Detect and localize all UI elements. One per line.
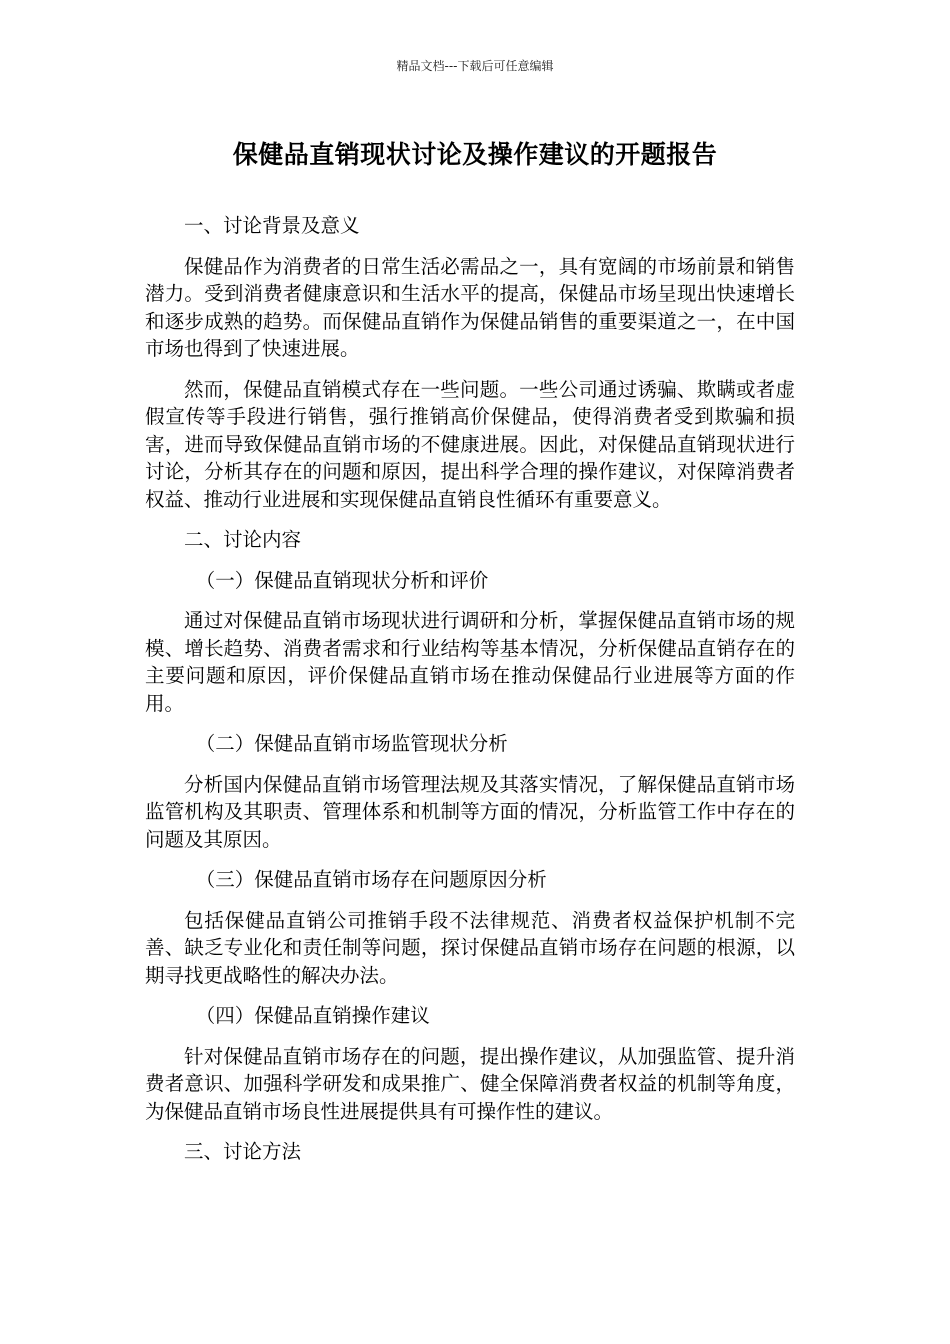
section-heading-methods: 三、讨论方法 bbox=[184, 1140, 302, 1163]
paragraph-background-2: 然而，保健品直销模式存在一些问题。一些公司通过诱骗、欺瞒或者虚假宣传等手段进行销售，强行推销高价保健品，使得消费者受到欺骗和损害，进而导致保健品直销市场的不健康进展。因此，对保健品直销现状进行讨论，分析其存在的问题和原因，提出科学合理的操作建议，对保障消费者权益、推动行业进展和实现保健品直销良性循环有重要意义。 bbox=[145, 377, 795, 511]
page-header: 精品文档---下载后可任意编辑 bbox=[396, 59, 554, 73]
subsection-heading-2: （二）保健品直销市场监管现状分析 bbox=[195, 732, 508, 755]
document-body bbox=[145, 212, 795, 1179]
subsection-text-2: 分析国内保健品直销市场管理法规及其落实情况，了解保健品直销市场监管机构及其职责、管理体系和机制等方面的情况，分析监管工作中存在的问题及其原因。 bbox=[145, 772, 795, 851]
subsection-text-1: 通过对保健品直销市场现状进行调研和分析，掌握保健品直销市场的规模、增长趋势、消费者需求和行业结构等基本情况，分析保健品直销存在的主要问题和原因，评价保健品直销市场在推动保健品行业进展等方面的作用。 bbox=[145, 609, 795, 715]
section-heading-content: 二、讨论内容 bbox=[184, 528, 302, 551]
subsection-text-4: 针对保健品直销市场存在的问题，提出操作建议，从加强监管、提升消费者意识、加强科学研发和成果推广、健全保障消费者权益的机制等角度，为保健品直销市场良性进展提供具有可操作性的建议。 bbox=[145, 1044, 795, 1123]
document-title: 保健品直销现状讨论及操作建议的开题报告 bbox=[232, 140, 718, 169]
section-heading-background: 一、讨论背景及意义 bbox=[184, 214, 360, 237]
paragraph-background-1: 保健品作为消费者的日常生活必需品之一，具有宽阔的市场前景和销售潜力。受到消费者健康意识和生活水平的提高，保健品市场呈现出快速增长和逐步成熟的趋势。而保健品直销作为保健品销售的重要渠道之一，在中国市场也得到了快速进展。 bbox=[145, 254, 795, 360]
subsection-heading-1: （一）保健品直销现状分析和评价 bbox=[195, 568, 489, 592]
subsection-heading-4: （四）保健品直销操作建议 bbox=[195, 1004, 430, 1027]
subsection-text-3: 包括保健品直销公司推销手段不法律规范、消费者权益保护机制不完善、缺乏专业化和责任制等问题，探讨保健品直销市场存在问题的根源，以期寻找更战略性的解决办法。 bbox=[145, 908, 795, 987]
subsection-heading-3: （三）保健品直销市场存在问题原因分析 bbox=[195, 868, 547, 891]
